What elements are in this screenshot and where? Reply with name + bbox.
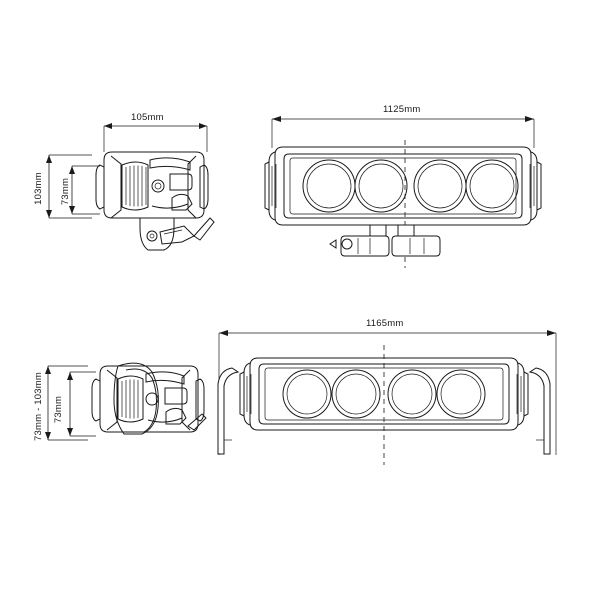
- view-end-side-bracket: [45, 363, 206, 440]
- mount-brackets-top-view: [330, 225, 440, 256]
- lightbar-body-bottom: [240, 345, 528, 465]
- label-105mm: 105mm: [131, 112, 164, 123]
- label-73mm-103mm: 73mm - 103mm: [32, 372, 44, 441]
- label-73mm: 73mm: [60, 177, 72, 206]
- dimension-73mm: [69, 166, 100, 214]
- mount-bracket-end-view: [140, 218, 214, 250]
- housing-outline-end-view: [96, 152, 208, 218]
- view-front-side-bracket: [218, 330, 556, 465]
- view-end-low-bracket: [46, 123, 214, 250]
- label-103mm: 103mm: [32, 172, 44, 205]
- label-73mm-bottom: 73mm: [53, 395, 65, 424]
- label-1165mm: 1165mm: [366, 318, 404, 329]
- dimension-105mm: [104, 123, 207, 152]
- housing-outline-end-view-2: [92, 363, 206, 434]
- label-1125mm: 1125mm: [383, 104, 421, 115]
- view-front-low-bracket: [265, 116, 541, 268]
- dimension-73-103mm: [45, 366, 88, 440]
- dimension-1125mm: [272, 116, 534, 148]
